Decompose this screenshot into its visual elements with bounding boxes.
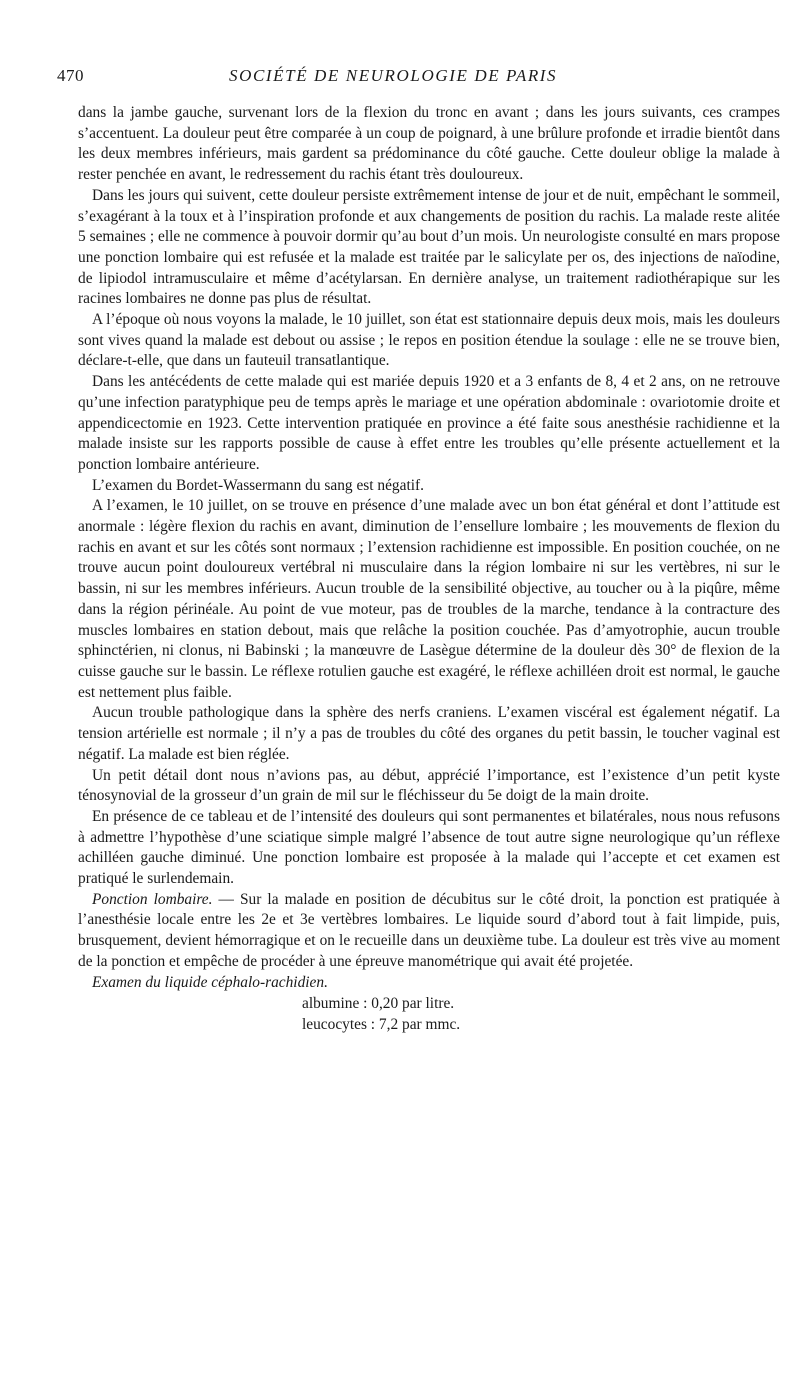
paragraph-text: — Sur la malade en position de décubitus sur le côté droit, la ponction est pratiquée à l’anesthésie locale entre les 2e et 3e vertèbres lombaires. Le liquide sourd d’abord tout à fait limpide, puis, brusquement, devient hémorragique et on le recueille dans un deuxième tube. La douleur est très vive au moment de la ponction et empêche de procéder à une épreuve manométrique qui avait été projetée. bbox=[78, 890, 781, 970]
paragraph-ponction bbox=[78, 890, 780, 973]
paragraph: Dans les antécédents de cette malade qui est mariée depuis 1920 et a 3 enfants de 8, 4 et 2 ans, on ne retrouve qu’une infection paratyphique peu de temps après le mariage et une opération abdominale : ovariotomie droite et appendicectomie en 1923. Cette intervention pratiquée en province a été faite sous anesthésie rachidienne et la malade insiste sur les rapports possible de cause à effet entre les troubles qu’elle présente actuellement et la ponction lombaire antérieure. bbox=[78, 373, 780, 473]
paragraph: En présence de ce tableau et de l’intensité des douleurs qui sont permanentes et bilatérales, nous nous refusons à admettre l’hypothèse d’une sciatique simple malgré l’absence de tout autre signe neurologique qu’un réflexe achilléen gauche diminué. Une ponction lombaire est proposée à la malade qui l’accepte et cet examen est pratiqué le surlendemain. bbox=[78, 807, 780, 888]
paragraph: Dans les jours qui suivent, cette douleur persiste extrêmement intense de jour et de nuit, empêchant le sommeil, s’exagérant à la toux et à l’inspiration profonde et aux changements de position du rachis. La malade reste alitée 5 semaines ; elle ne commence à pouvoir dormir qu’au bout d’un mois. Un neurologiste consulté en mars propose une ponction lombaire qui est refusée et la malade est traitée par le salicylate per os, des injections de naïodine, de lipiodol intramusculaire et même d’acétylarsan. En dernière analyse, un traitement radiothérapique sur les racines lombaires ne donne pas plus de résultat. bbox=[78, 186, 780, 308]
page-header bbox=[57, 66, 782, 90]
paragraph: Aucun trouble pathologique dans la sphère des nerfs craniens. L’examen viscéral est également négatif. La tension artérielle est normale ; il n’y a pas de troubles du côté des organes du petit bassin, le toucher vaginal est négatif. La malade est bien réglée. bbox=[78, 704, 780, 763]
paragraph: L’examen du Bordet-Wassermann du sang est négatif. bbox=[92, 476, 424, 494]
paragraph: Un petit détail dont nous n’avions pas, au début, apprécié l’importance, est l’existence d’un petit kyste ténosynovial de la grosseur d’un grain de mil sur le fléchisseur du 5e doigt de la main droite. bbox=[78, 766, 780, 805]
result-line: albumine : 0,20 par litre. bbox=[302, 995, 455, 1013]
page-number: 470 bbox=[57, 66, 84, 85]
paragraph: dans la jambe gauche, survenant lors de la flexion du tronc en avant ; dans les jours suivants, ces crampes s’accentuent. La douleur peut être comparée à un coup de poignard, à une brûlure profonde et irradie bientôt dans les deux membres inférieurs, mais gardent sa prédominance du côté gauche. Cette douleur oblige la malade à rester penchée en avant, le redressement du rachis étant très douloureux. bbox=[78, 104, 780, 184]
subheading: Examen du liquide céphalo-rachidien. bbox=[92, 973, 328, 991]
running-head: SOCIÉTÉ DE NEUROLOGIE DE PARIS bbox=[229, 66, 558, 85]
body-text bbox=[78, 103, 780, 1035]
runin-heading: Ponction lombaire. bbox=[92, 890, 213, 908]
paragraph: A l’examen, le 10 juillet, on se trouve en présence d’une malade avec un bon état général et dont l’attitude est anormale : légère flexion du rachis en avant, diminution de l’ensellure lombaire ; les mouvements de flexion du rachis en avant et sur les côtés sont normaux ; l’extension rachidienne est impossible. En position couchée, on ne trouve aucun point douloureux vertébral ni musculaire dans la région lombaire ni sur les vertèbres, ni sur le bassin, ni sur les membres inférieurs. Aucun trouble de la sensibilité objective, au toucher ou à la piqûre, même dans la région périnéale. Au point de vue moteur, pas de troubles de la marche, tendance à la contracture des muscles lombaires en station debout, mais que relâche la position couchée. Pas d’amyotrophie, aucun trouble sphinctérien, ni clonus, ni Babinski ; la manœuvre de Lasègue détermine de la douleur dès 30° de flexion de la cuisse gauche sur le bassin. Le réflexe rotulien gauche est exagéré, le réflexe achilléen droit est normal, le gauche est nettement plus faible. bbox=[78, 497, 780, 701]
paragraph: A l’époque où nous voyons la malade, le 10 juillet, son état est stationnaire depuis deux mois, mais les douleurs sont vives quand la malade est debout ou assise ; le repos en position étendue la soulage : elle ne se trouve bien, déclare-t-elle, que dans un fauteuil transatlantique. bbox=[78, 311, 780, 370]
result-line: leucocytes : 7,2 par mmc. bbox=[302, 1016, 461, 1034]
results-list bbox=[302, 993, 780, 1035]
